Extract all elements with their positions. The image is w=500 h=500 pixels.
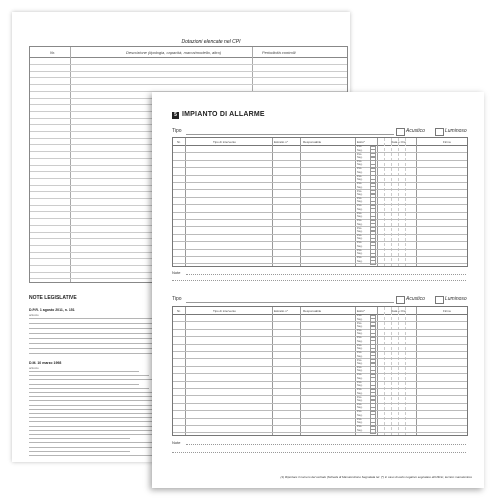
legal-text-line	[29, 405, 160, 406]
esito-negative-option[interactable]: Neg.	[357, 178, 363, 182]
table-row-line	[30, 71, 347, 72]
note-label: Note	[172, 270, 181, 275]
legal-text-line	[29, 438, 130, 439]
note-line[interactable]	[172, 452, 466, 453]
note-subtitle: articolo	[29, 366, 39, 370]
esito-positive-option[interactable]: Pos.	[357, 410, 363, 414]
legal-text-line	[29, 447, 172, 448]
grid-row-line	[173, 418, 467, 419]
grid-column-line	[355, 138, 356, 266]
esito-positive-option[interactable]: Pos.	[357, 256, 363, 260]
note-reference: D.P.R. 1 agosto 2011, n. 151	[29, 308, 75, 312]
esito-negative-option[interactable]: Neg.	[357, 244, 363, 248]
grid-subcolumn-line	[398, 307, 399, 435]
grid-column-header: Esito*	[357, 140, 365, 144]
back-page-title: Dotazioni elencate nel CPI	[181, 39, 241, 45]
grid-row-line	[173, 234, 467, 235]
table-row-line	[30, 84, 347, 85]
esito-negative-option[interactable]: Neg.	[357, 163, 363, 167]
esito-negative-option[interactable]: Neg.	[357, 200, 363, 204]
grid-column-header: Nr.	[177, 140, 181, 144]
esito-negative-option[interactable]: Neg.	[357, 230, 363, 233]
grid-column-header: Firma	[443, 309, 451, 313]
grid-column-line	[185, 307, 186, 435]
grid-row-line	[173, 219, 467, 223]
grid-row-line	[173, 249, 467, 250]
section-title: IMPIANTO DI ALLARME	[182, 111, 265, 118]
grid-column-header: Data e Ora	[391, 140, 406, 144]
section-number: 5	[172, 112, 179, 119]
esito-positive-option[interactable]: Pos.	[357, 343, 363, 347]
grid-row-line	[173, 182, 467, 186]
esito-negative-option[interactable]: Neg.	[357, 413, 363, 417]
grid-row-line	[173, 373, 467, 377]
col-periodicita: Periodicità controlli	[262, 50, 296, 55]
legal-text-line	[29, 451, 130, 452]
grid-header	[173, 307, 467, 318]
note-label: Note	[172, 440, 181, 445]
grid-subcolumn-line	[405, 138, 406, 266]
grid-row-line	[173, 344, 467, 345]
esito-negative-option[interactable]: Neg.	[357, 170, 363, 174]
grid-row-line	[173, 167, 467, 171]
acustico-label: Acustico	[406, 128, 425, 134]
esito-positive-option[interactable]: Pos.	[357, 145, 363, 149]
note-reference: D.M. 10 marzo 1998	[29, 361, 62, 365]
maintenance-grid	[172, 306, 468, 436]
grid-row-line	[173, 381, 467, 382]
legal-text-line	[29, 426, 162, 427]
esito-positive-option[interactable]: Pos.	[357, 321, 363, 325]
grid-column-header: Data e Ora	[391, 309, 406, 313]
esito-positive-option[interactable]: Pos.	[357, 403, 363, 406]
esito-positive-option[interactable]: Pos.	[357, 248, 363, 252]
grid-column-header: Tipo di intervento	[213, 140, 236, 144]
esito-negative-option[interactable]: Neg.	[357, 252, 363, 256]
esito-positive-option[interactable]: Pos.	[357, 167, 363, 171]
tipo-label: Tipo	[172, 296, 182, 302]
esito-negative-option[interactable]: Neg.	[357, 428, 363, 432]
esito-negative-option[interactable]: Neg.	[357, 391, 363, 395]
grid-column-header: Estratto n°	[274, 309, 289, 313]
col-nr: Nr.	[50, 50, 56, 55]
esito-positive-option[interactable]: Pos.	[357, 219, 363, 223]
luminoso-label: Luminoso	[445, 296, 467, 302]
esito-negative-box[interactable]	[370, 260, 376, 265]
esito-positive-option[interactable]: Pos.	[357, 211, 363, 215]
grid-column-line	[377, 307, 378, 435]
grid-subcolumn-line	[384, 307, 385, 435]
grid-column-header: Tipo di intervento	[213, 309, 236, 313]
esito-positive-option[interactable]: Pos.	[357, 314, 363, 318]
esito-positive-option[interactable]: Pos.	[357, 336, 363, 340]
luminoso-label: Luminoso	[445, 128, 467, 134]
grid-column-line	[185, 138, 186, 266]
esito-positive-option[interactable]: Pos.	[357, 174, 363, 178]
esito-positive-option[interactable]: Pos.	[357, 197, 363, 200]
grid-row-line	[173, 256, 467, 260]
legal-text-line	[29, 400, 169, 401]
tipo-label: Tipo	[172, 128, 182, 134]
grid-row-line	[173, 410, 467, 414]
grid-row-line	[173, 358, 467, 359]
grid-column-line	[377, 138, 378, 266]
grid-row-line	[173, 395, 467, 396]
grid-column-header: Firma	[443, 140, 451, 144]
front-page	[152, 92, 484, 488]
esito-negative-box[interactable]	[370, 429, 376, 434]
legal-text-line	[29, 384, 139, 385]
grid-row-line	[173, 160, 467, 161]
grid-row-line	[173, 329, 467, 330]
esito-negative-option[interactable]: Neg.	[357, 347, 363, 351]
grid-subcolumn-line	[398, 138, 399, 266]
grid-column-line	[416, 307, 417, 435]
esito-positive-option[interactable]: Pos.	[357, 329, 363, 332]
grid-column-line	[300, 138, 301, 266]
esito-negative-option[interactable]: Neg.	[357, 376, 363, 380]
grid-subcolumn-line	[384, 138, 385, 266]
acustico-label: Acustico	[406, 296, 425, 302]
legal-text-line	[29, 421, 158, 422]
esito-positive-option[interactable]: Pos.	[357, 373, 363, 377]
grid-subcolumn-line	[405, 307, 406, 435]
esito-positive-option[interactable]: Pos.	[357, 226, 363, 230]
esito-positive-option[interactable]: Pos.	[357, 241, 363, 245]
esito-negative-option[interactable]: Neg.	[357, 317, 363, 321]
grid-subcolumn-line	[391, 138, 392, 266]
esito-negative-option[interactable]: Neg.	[357, 259, 363, 263]
acustico-checkbox[interactable]	[396, 296, 405, 304]
note-line[interactable]	[172, 280, 466, 281]
grid-row-line	[173, 204, 467, 208]
grid-row-line	[173, 212, 467, 213]
equipment-table-header	[30, 47, 347, 58]
esito-positive-option[interactable]: Pos.	[357, 358, 363, 362]
legal-text-line	[29, 413, 169, 414]
grid-column-line	[355, 307, 356, 435]
legal-text-line	[29, 388, 149, 389]
esito-negative-option[interactable]: Neg.	[357, 207, 363, 211]
grid-column-line	[416, 138, 417, 266]
esito-negative-option[interactable]: Neg.	[357, 421, 363, 425]
legal-text-line	[29, 430, 172, 431]
note-subtitle: articolo	[29, 313, 39, 317]
grid-row-line	[173, 175, 467, 176]
note-line[interactable]	[186, 444, 466, 445]
legal-text-line	[29, 375, 149, 376]
note-line[interactable]	[186, 274, 466, 275]
grid-column-line	[300, 307, 301, 435]
acustico-checkbox[interactable]	[396, 128, 405, 136]
legal-text-line	[29, 392, 167, 393]
grid-row-line	[173, 336, 467, 340]
esito-positive-option[interactable]: Pos.	[357, 204, 363, 208]
esito-negative-option[interactable]: Neg.	[357, 369, 363, 373]
esito-negative-option[interactable]: Neg.	[357, 384, 363, 388]
esito-negative-option[interactable]: Neg.	[357, 193, 363, 196]
esito-positive-option[interactable]: Pos.	[357, 351, 363, 355]
grid-row-line	[173, 226, 467, 227]
esito-positive-option[interactable]: Pos.	[357, 388, 363, 392]
esito-negative-option[interactable]: Neg.	[357, 406, 363, 410]
grid-header	[173, 138, 467, 149]
esito-negative-option[interactable]: Neg.	[357, 325, 363, 328]
esito-negative-option[interactable]: Neg.	[357, 156, 363, 159]
grid-row-line	[173, 425, 467, 429]
legal-text-line	[29, 442, 153, 443]
esito-positive-option[interactable]: Pos.	[357, 417, 363, 421]
esito-negative-option[interactable]: Neg.	[357, 185, 363, 189]
esito-negative-option[interactable]: Neg.	[357, 215, 363, 219]
grid-column-header: Nr.	[177, 309, 181, 313]
grid-row-line	[173, 321, 467, 322]
grid-row-line	[173, 403, 467, 404]
esito-positive-option[interactable]: Pos.	[357, 395, 363, 399]
esito-positive-option[interactable]: Pos.	[357, 152, 363, 156]
esito-negative-option[interactable]: Neg.	[357, 148, 363, 152]
grid-row-line	[173, 189, 467, 190]
table-row-line	[30, 64, 347, 65]
esito-positive-option[interactable]: Pos.	[357, 234, 363, 237]
legal-text-line	[29, 409, 167, 410]
notes-title: NOTE LEGISLATIVE	[29, 295, 77, 301]
legal-text-line	[29, 379, 167, 380]
esito-negative-option[interactable]: Neg.	[357, 362, 363, 365]
grid-column-header: Estratto n°	[274, 140, 289, 144]
grid-column-line	[272, 138, 273, 266]
grid-row-line	[173, 388, 467, 392]
esito-negative-option[interactable]: Neg.	[357, 399, 363, 402]
esito-positive-option[interactable]: Pos.	[357, 182, 363, 186]
legal-text-line	[29, 434, 158, 435]
legal-text-line	[29, 371, 139, 372]
col-descrizione: Descrizione (tipologia, capacità, marca/modello, altro)	[126, 50, 222, 55]
esito-negative-option[interactable]: Neg.	[357, 339, 363, 343]
grid-row-line	[173, 197, 467, 198]
tipo-line	[186, 302, 394, 303]
grid-column-header: Responsabile	[303, 140, 322, 144]
maintenance-grid	[172, 137, 468, 267]
grid-row-line	[173, 152, 467, 153]
grid-row-line	[173, 241, 467, 245]
esito-positive-option[interactable]: Pos.	[357, 160, 363, 163]
grid-row-line	[173, 351, 467, 355]
esito-negative-option[interactable]: Neg.	[357, 237, 363, 241]
luminoso-checkbox[interactable]	[435, 128, 444, 136]
luminoso-checkbox[interactable]	[435, 296, 444, 304]
footer-note: (1) Riportare il numero del verbale (Scheda di Manutenzione Segnalata tel. (*) in caso di esito negativo segnalare all'ufficio; tecnico manutentore	[280, 475, 472, 479]
grid-row-line	[173, 366, 467, 367]
esito-positive-option[interactable]: Pos.	[357, 425, 363, 429]
legal-text-line	[29, 417, 172, 418]
grid-row-line	[173, 432, 467, 433]
grid-row-line	[173, 263, 467, 264]
legal-text-line	[29, 396, 167, 397]
esito-negative-option[interactable]: Neg.	[357, 354, 363, 358]
grid-column-line	[272, 307, 273, 435]
esito-positive-option[interactable]: Pos.	[357, 366, 363, 369]
esito-negative-option[interactable]: Neg.	[357, 332, 363, 336]
grid-column-header: Responsabile	[303, 309, 322, 313]
esito-negative-option[interactable]: Neg.	[357, 222, 363, 226]
esito-positive-option[interactable]: Pos.	[357, 189, 363, 193]
esito-positive-option[interactable]: Pos.	[357, 380, 363, 384]
grid-subcolumn-line	[391, 307, 392, 435]
grid-column-header: Esito*	[357, 309, 365, 313]
table-row-line	[30, 77, 347, 78]
tipo-line	[186, 134, 394, 135]
